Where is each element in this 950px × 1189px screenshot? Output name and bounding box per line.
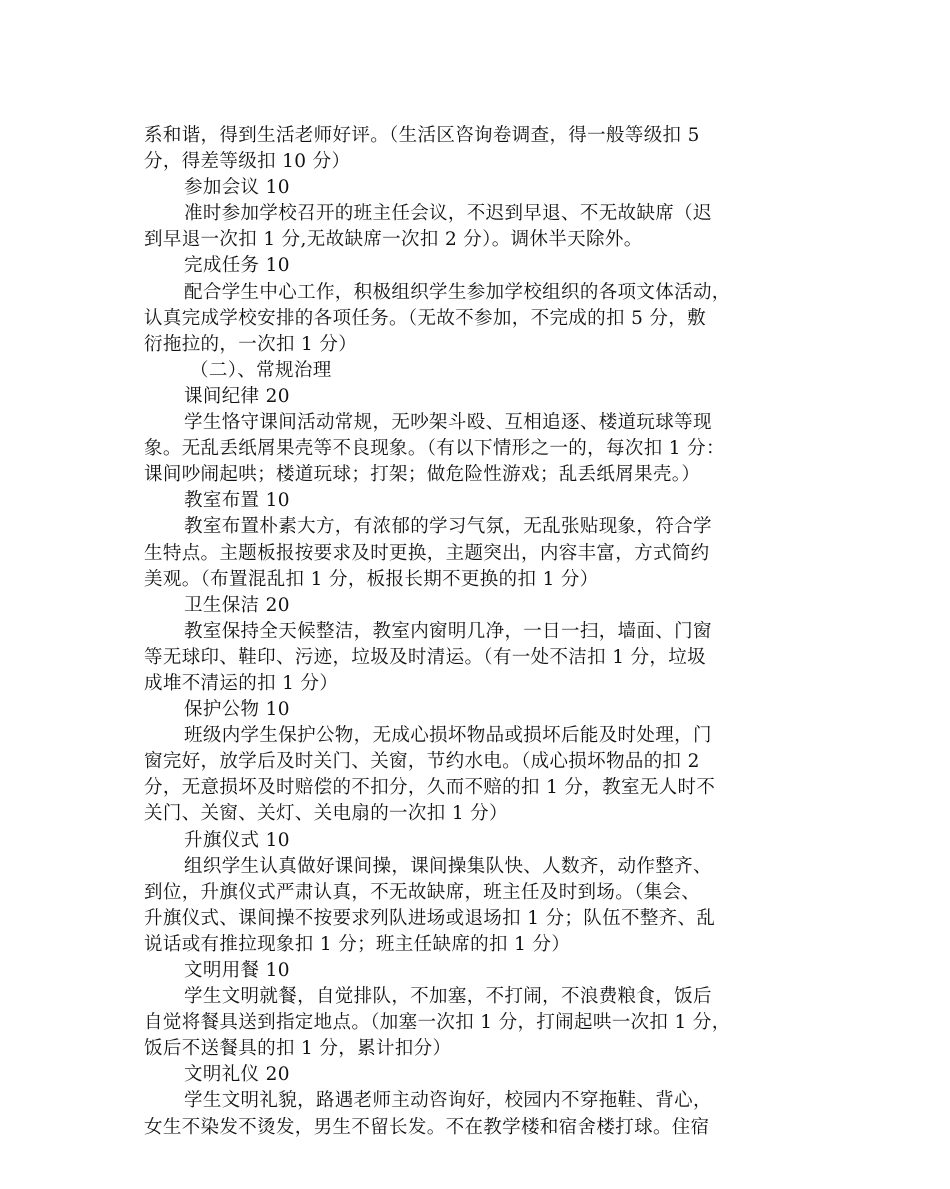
text-line: 美观。（布置混乱扣 1 分，板报长期不更换的扣 1 分） (144, 568, 599, 590)
text-line: 保护公物 10 (184, 699, 290, 721)
text-line: 参加会议 10 (184, 177, 290, 199)
text-line: 分，得差等级扣 10 分） (144, 151, 351, 173)
text-line: 准时参加学校召开的班主任会议，不迟到早退、不无故缺席（迟 (184, 203, 712, 225)
text-line: 卫生保洁 20 (184, 594, 290, 616)
text-line: 象。无乱丢纸屑果壳等不良现象。（有以下情形之一的，每次扣 1 分： (144, 438, 725, 460)
text-line: 等无球印、鞋印、污迹，垃圾及时清运。（有一处不洁扣 1 分，垃圾 (144, 646, 706, 668)
text-line: 学生文明就餐，自觉排队，不加塞，不打闹，不浪费粮食，饭后 (184, 986, 712, 1008)
text-line: 窗完好，放学后及时关门、关窗，节约水电。（成心损坏物品的扣 2 (144, 751, 700, 773)
text-line: 说话或有推拉现象扣 1 分；班主任缺席的扣 1 分） (144, 933, 571, 955)
text-line: 生特点。主题板报按要求及时更换，主题突出，内容丰富，方式简约 (144, 542, 710, 564)
text-line: 配合学生中心工作，积极组织学生参加学校组织的各项文体活动， (184, 281, 731, 303)
text-line: 文明用餐 10 (184, 960, 290, 981)
text-line: （二）、常规治理 (190, 359, 332, 381)
text-line: 升旗仪式、课间操不按要求列队进场或退场扣 1 分；队伍不整齐、乱 (144, 907, 716, 929)
text-line: 自觉将餐具送到指定地点。（加塞一次扣 1 分，打闹起哄一次扣 1 分， (144, 1012, 731, 1034)
text-line: 女生不染发不烫发，男生不留长发。不在教学楼和宿舍楼打球。住宿 (144, 1116, 710, 1138)
text-line: 完成任务 10 (184, 255, 290, 277)
text-line: 关门、关窗、关灯、关电扇的一次扣 1 分） (144, 803, 508, 825)
text-line: 班级内学生保护公物，无成心损坏物品或损坏后能及时处理，门 (184, 725, 712, 747)
text-line: 课间吵闹起哄；楼道玩球；打架；做危险性游戏；乱丢纸屑果壳。） (144, 464, 701, 486)
text-line: 教室保持全天候整洁，教室内窗明几净，一日一扫，墙面、门窗 (184, 620, 712, 642)
text-line: 组织学生认真做好课间操，课间操集队快、人数齐，动作整齐、 (184, 855, 712, 877)
text-line: 课间纪律 20 (184, 385, 290, 407)
text-line: 学生文明礼貌，路遇老师主动咨询好，校园内不穿拖鞋、背心， (184, 1090, 712, 1112)
text-line: 到位，升旗仪式严肃认真，不无故缺席，班主任及时到场。（集会、 (144, 881, 701, 903)
text-line: 到早退一次扣 1 分,无故缺席一次扣 2 分）。调休半天除外。 (144, 229, 643, 251)
text-line: 教室布置 10 (184, 490, 290, 512)
text-line: 文明礼仪 20 (184, 1064, 290, 1086)
text-line: 升旗仪式 10 (184, 829, 290, 851)
text-line: 认真完成学校安排的各项任务。（无故不参加，不完成的扣 5 分，敷 (144, 307, 706, 329)
text-line: 教室布置朴素大方，有浓郁的学习气氛，无乱张贴现象，符合学 (184, 516, 712, 538)
text-line: 衍拖拉的，一次扣 1 分） (144, 333, 358, 355)
text-line: 学生恪守课间活动常规，无吵架斗殴、互相追逐、楼道玩球等现 (184, 412, 712, 434)
text-line: 系和谐，得到生活老师好评。（生活区咨询卷调查，得一般等级扣 5 (144, 125, 700, 146)
text-line: 成堆不清运的扣 1 分） (144, 672, 339, 694)
document-page (144, 123, 814, 1141)
text-line: 分，无意损坏及时赔偿的不扣分，久而不赔的扣 1 分，教室无人时不 (144, 777, 716, 799)
text-line: 饭后不送餐具的扣 1 分，累计扣分） (144, 1038, 452, 1060)
